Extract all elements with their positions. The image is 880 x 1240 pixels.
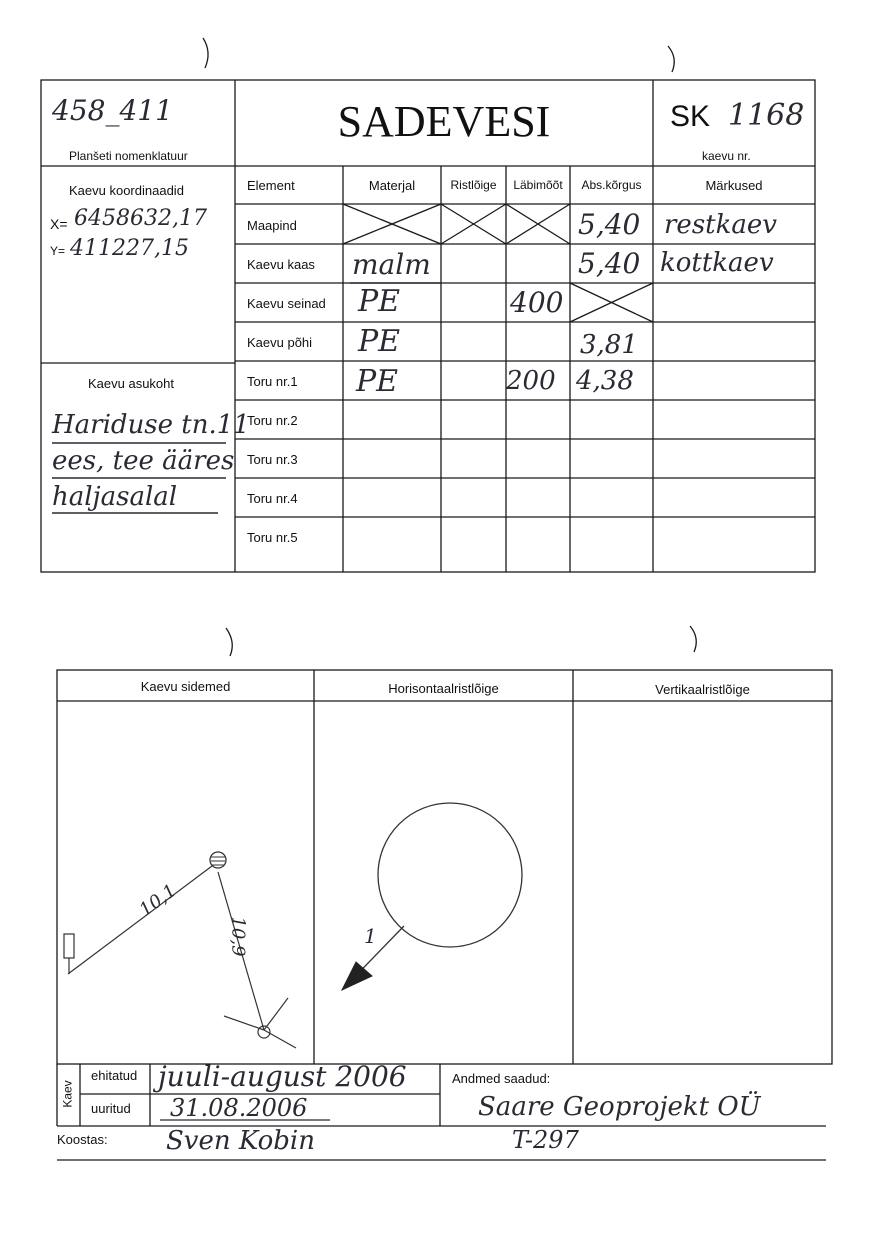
row-element: Maapind (247, 218, 297, 233)
built-value: juuli-august 2006 (158, 1060, 407, 1093)
location-line-3: haljasalal (52, 482, 178, 512)
data-source-label: Andmed saadud: (452, 1071, 551, 1086)
compiled-label: Koostas: (57, 1132, 108, 1147)
location-label: Kaevu asukoht (88, 376, 175, 391)
sk-prefix: SK (670, 100, 711, 133)
header-abs: Abs.kõrgus (581, 178, 642, 192)
header-materjal: Materjal (368, 178, 416, 193)
cell-abs: 3,81 (580, 330, 638, 360)
cell-abs: 5,40 (578, 208, 641, 241)
sk-number: 1168 (728, 98, 805, 133)
row-element: Kaevu seinad (247, 296, 326, 311)
col-ties-label: Kaevu sidemed (140, 679, 231, 694)
nomenclature-value: 458_411 (52, 94, 173, 127)
cell-materjal: PE (356, 364, 399, 399)
kaev-label: Kaev (60, 1080, 75, 1108)
header-markused: Märkused (705, 178, 763, 193)
compiled-value: Sven Kobin (166, 1126, 315, 1156)
location-line-1: Hariduse tn.11 (52, 410, 250, 440)
row-element: Toru nr.4 (247, 491, 298, 506)
cell-labimoot: 200 (506, 366, 556, 396)
location-line-2: ees, tee ääres (52, 446, 235, 476)
row-element: Toru nr.2 (247, 413, 298, 428)
row-element: Kaevu põhi (247, 335, 313, 350)
header-labimoot: Läbimõõt (513, 178, 563, 192)
card-title: SADEVESI (337, 97, 551, 146)
surveyed-value: 31.08.2006 (170, 1094, 308, 1122)
data-source-value: Saare Geoprojekt OÜ (478, 1092, 761, 1122)
cell-materjal: PE (358, 324, 401, 359)
cell-labimoot: 400 (510, 286, 564, 319)
row-element: Toru nr.5 (247, 530, 298, 545)
data-source-code: T-297 (512, 1126, 579, 1154)
row-element: Kaevu kaas (247, 257, 315, 272)
cell-abs: 4,38 (576, 366, 634, 396)
nomenclature-label: Planšeti nomenklatuur (69, 149, 188, 163)
cell-abs: 5,40 (578, 247, 641, 280)
coords-label: Kaevu koordinaadid (69, 183, 184, 198)
x-prefix: X= (50, 216, 68, 232)
y-value: 411227,15 (70, 236, 189, 261)
cell-markused: kottkaev (660, 248, 774, 278)
dimension-109: 10,9 (227, 916, 249, 957)
col-horizontal-label: Horisontaalristlõige (388, 681, 499, 696)
x-value: 6458632,17 (74, 206, 207, 231)
header-element: Element (247, 178, 295, 193)
cell-materjal: PE (358, 284, 401, 319)
sk-label: kaevu nr. (702, 149, 751, 163)
y-prefix: Y= (50, 244, 66, 258)
header-ristloige: Ristlõige (450, 178, 497, 192)
dimension-101: 10,1 (135, 880, 181, 921)
row-element: Toru nr.1 (247, 374, 298, 389)
pipe-number-label: 1 (364, 924, 377, 948)
built-label: ehitatud (91, 1068, 138, 1083)
cell-markused: restkaev (664, 210, 777, 240)
cell-materjal: malm (352, 248, 431, 281)
surveyed-label: uuritud (91, 1101, 131, 1116)
row-element: Toru nr.3 (247, 452, 298, 467)
col-vertical-label: Vertikaalristlõige (655, 682, 750, 697)
